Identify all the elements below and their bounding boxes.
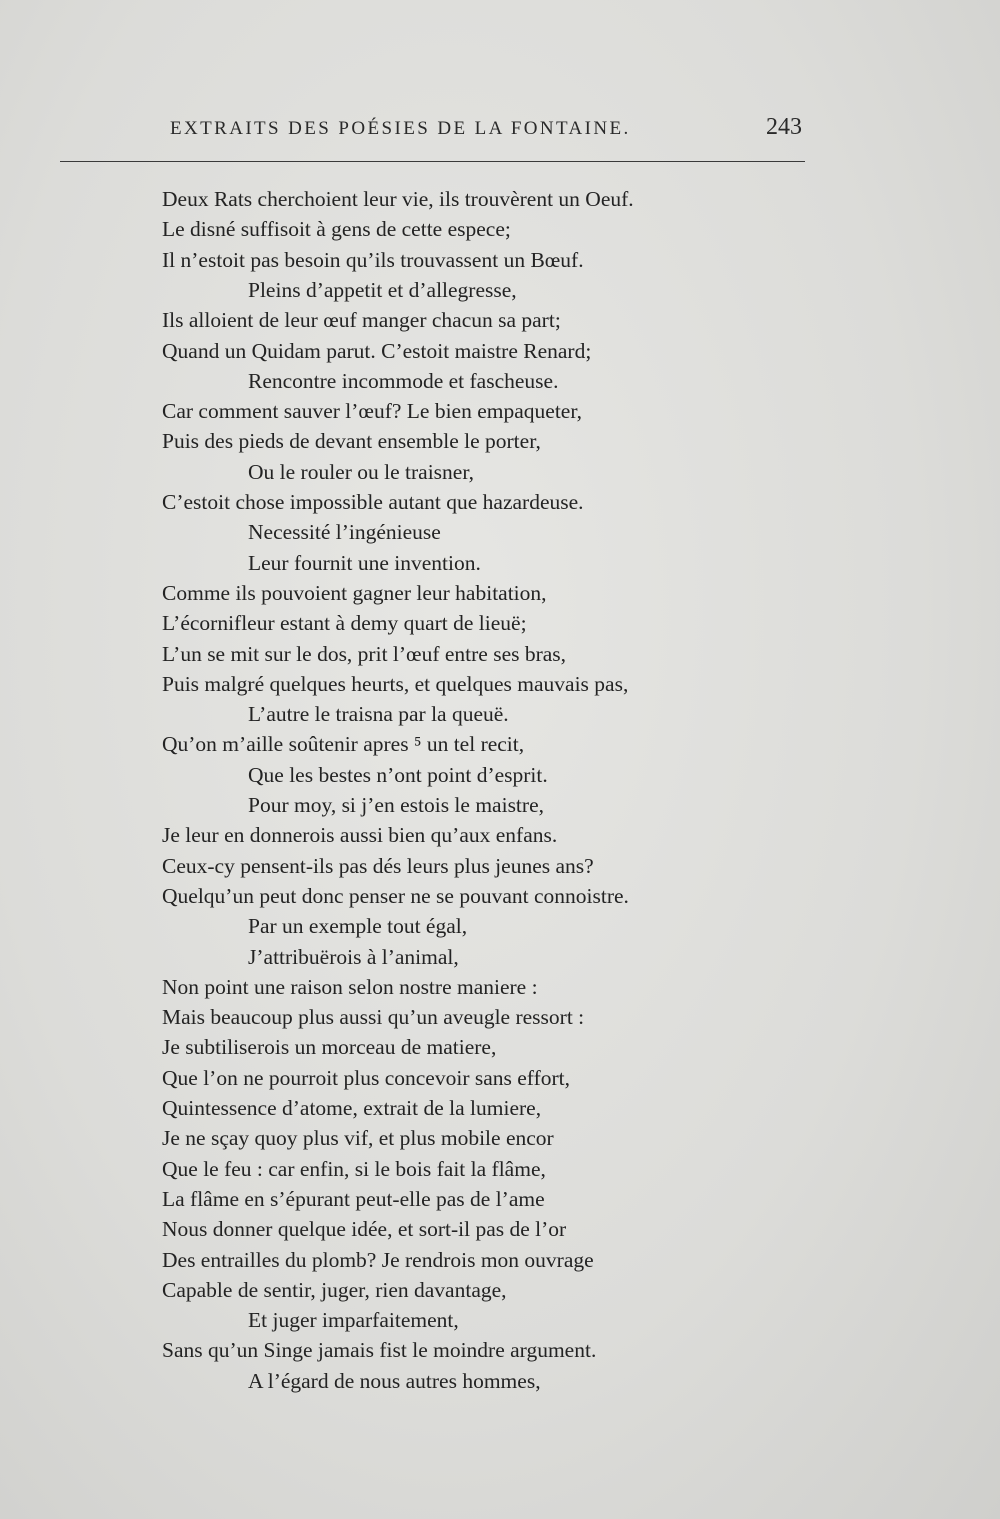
poem-line: Et juger imparfaitement, (248, 1308, 459, 1333)
poem-line: Il n’estoit pas besoin qu’ils trouvassent un Bœuf. (162, 247, 584, 272)
poem-line: Mais beaucoup plus aussi qu’un aveugle ressort : (162, 1005, 585, 1030)
running-title: EXTRAITS DES POÉSIES DE LA FONTAINE. (170, 118, 631, 139)
poem-line: A l’égard de nous autres hommes, (248, 1368, 541, 1393)
poem-line: La flâme en s’épurant peut-elle pas de l’ame (162, 1186, 545, 1211)
poem-line: Pleins d’appetit et d’allegresse, (248, 277, 517, 302)
poem-line: Pour moy, si j’en estois le maistre, (248, 793, 544, 817)
poem-line: Je subtiliserois un morceau de matiere, (162, 1035, 497, 1060)
poem-line: Rencontre incommode et fascheuse. (248, 368, 559, 393)
poem-line: Puis des pieds de devant ensemble le porter, (162, 429, 541, 454)
page-header (170, 114, 810, 152)
poem-line: Que les bestes n’ont point d’esprit. (248, 762, 548, 787)
poem-line: C’estoit chose impossible autant que hazardeuse. (162, 490, 584, 514)
poem-line: Deux Rats cherchoient leur vie, ils trouvèrent un Oeuf. (162, 187, 634, 211)
poem-line: Que l’on ne pourroit plus concevoir sans effort, (162, 1065, 570, 1090)
poem-line: Non point une raison selon nostre maniere : (162, 974, 538, 999)
poem-line: Je leur en donnerois aussi bien qu’aux enfans. (162, 823, 558, 848)
poem-line: Ils alloient de leur œuf manger chacun sa part; (162, 308, 561, 333)
poem-line: Le disné suffisoit à gens de cette espece; (162, 217, 511, 242)
poem-line: Ou le rouler ou le traisner, (248, 459, 475, 484)
poem-line: Sans qu’un Singe jamais fist le moindre argument. (162, 1338, 597, 1363)
poem-line: Qu’on m’aille soûtenir apres ⁵ un tel recit, (162, 732, 525, 757)
poem-line: Comme ils pouvoient gagner leur habitation, (162, 580, 547, 605)
poem-line: Quintessence d’atome, extrait de la lumiere, (162, 1096, 542, 1120)
poem-line: Ceux-cy pensent-ils pas dés leurs plus jeunes ans? (162, 853, 594, 878)
poem-line: Que le feu : car enfin, si le bois fait la flâme, (162, 1156, 546, 1181)
poem-line: L’un se mit sur le dos, prit l’œuf entre ses bras, (162, 641, 567, 666)
poem-line: Capable de sentir, juger, rien davantage, (162, 1277, 507, 1302)
poem-line: Des entrailles du plomb? Je rendrois mon ouvrage (162, 1247, 594, 1272)
poem-line: Quelqu’un peut donc penser ne se pouvant connoistre. (162, 883, 629, 908)
header-rule (60, 161, 805, 162)
poem-line: Nous donner quelque idée, et sort-il pas de l’or (162, 1217, 567, 1242)
poem-line: L’écornifleur estant à demy quart de lieuë; (162, 611, 527, 636)
poem-line: Puis malgré quelques heurts, et quelques mauvais pas, (162, 671, 629, 696)
poem-line: Necessité l’ingénieuse (248, 520, 441, 545)
page-number: 243 (766, 114, 802, 140)
poem-line: Car comment sauver l’œuf? Le bien empaqueter, (162, 399, 583, 424)
poem-line: J’attribuërois à l’animal, (248, 944, 459, 969)
poem-line: Quand un Quidam parut. C’estoit maistre Renard; (162, 338, 592, 363)
poem-line: Je ne sçay quoy plus vif, et plus mobile encor (162, 1126, 554, 1151)
poem-line: Leur fournit une invention. (248, 550, 481, 575)
poem-line: Par un exemple tout égal, (248, 914, 468, 939)
poem-line: L’autre le traisna par la queuë. (248, 702, 509, 727)
